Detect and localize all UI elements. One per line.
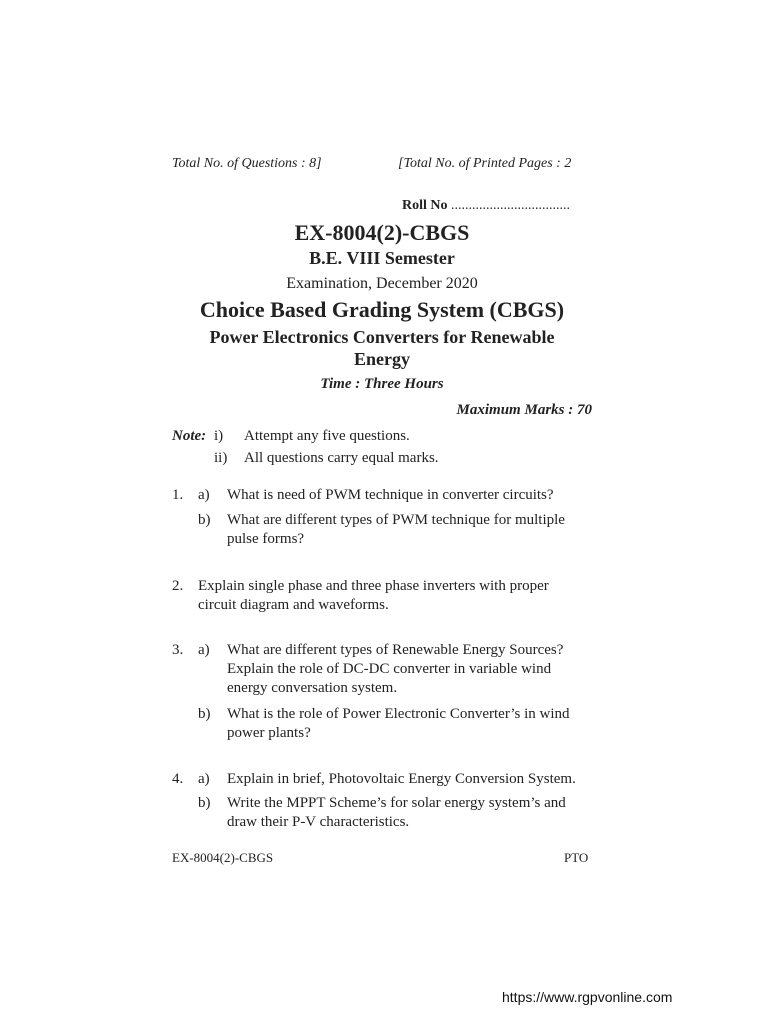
text-line: Write the MPPT Scheme’s for solar energy system’s and bbox=[227, 795, 566, 811]
footer-exam-code: EX-8004(2)-CBGS bbox=[172, 850, 274, 865]
roll-label: Roll No bbox=[402, 198, 448, 213]
text-line: Explain the role of DC-DC converter in variable wind bbox=[227, 661, 552, 677]
part-label: b) bbox=[198, 512, 211, 528]
grading-system-title: Choice Based Grading System (CBGS) bbox=[199, 297, 565, 322]
exam-duration: Time : Three Hours bbox=[320, 376, 444, 392]
subject-title bbox=[172, 326, 592, 370]
text-line: draw their P-V characteristics. bbox=[227, 814, 410, 830]
part-label: a) bbox=[198, 642, 210, 658]
total-questions: Total No. of Questions : 8] bbox=[172, 156, 322, 171]
text-line: circuit diagram and waveforms. bbox=[198, 597, 389, 613]
text-line: What is need of PWM technique in converter circuits? bbox=[227, 487, 554, 503]
question-text bbox=[198, 577, 592, 615]
question-number: 4. bbox=[172, 771, 184, 787]
note-item-num: ii) bbox=[214, 450, 228, 466]
maximum-marks: Maximum Marks : 70 bbox=[456, 402, 592, 418]
text-line: power plants? bbox=[227, 725, 311, 741]
text-line: pulse forms? bbox=[227, 531, 305, 547]
question-text bbox=[227, 705, 592, 743]
question-text bbox=[227, 794, 592, 832]
question-text bbox=[227, 511, 592, 549]
subject-line-2: Energy bbox=[354, 349, 410, 369]
note-item-num: i) bbox=[214, 428, 224, 444]
part-label: a) bbox=[198, 771, 210, 787]
roll-dots: .................................. bbox=[447, 198, 570, 213]
subject-line-1: Power Electronics Converters for Renewable bbox=[209, 327, 555, 347]
question-number: 2. bbox=[172, 578, 184, 594]
question-number: 1. bbox=[172, 487, 184, 503]
note-item-text: Attempt any five questions. bbox=[244, 428, 410, 444]
note-label: Note: bbox=[172, 428, 207, 444]
text-line: What are different types of PWM technique for multiple bbox=[227, 512, 565, 528]
examination-date: Examination, December 2020 bbox=[286, 275, 478, 292]
question-text bbox=[227, 770, 592, 789]
question-number: 3. bbox=[172, 642, 184, 658]
text-line: Explain in brief, Photovoltaic Energy Conversion System. bbox=[227, 771, 576, 787]
semester: B.E. VIII Semester bbox=[309, 248, 455, 268]
question-text bbox=[227, 486, 592, 505]
part-label: b) bbox=[198, 706, 211, 722]
part-label: b) bbox=[198, 795, 211, 811]
text-line: energy conversation system. bbox=[227, 680, 398, 696]
watermark-url: https://www.rgpvonline.com bbox=[502, 989, 673, 1005]
note-item-text: All questions carry equal marks. bbox=[244, 450, 439, 466]
text-line: What is the role of Power Electronic Converter’s in wind bbox=[227, 706, 570, 722]
question-text bbox=[227, 641, 592, 698]
text-line: What are different types of Renewable Energy Sources? bbox=[227, 642, 564, 658]
part-label: a) bbox=[198, 487, 210, 503]
exam-code: EX-8004(2)-CBGS bbox=[294, 220, 470, 245]
total-pages: [Total No. of Printed Pages : 2 bbox=[398, 156, 572, 171]
roll-number-field bbox=[402, 198, 570, 214]
text-line: Explain single phase and three phase inverters with proper bbox=[198, 578, 549, 594]
footer-pto: PTO bbox=[564, 850, 589, 865]
